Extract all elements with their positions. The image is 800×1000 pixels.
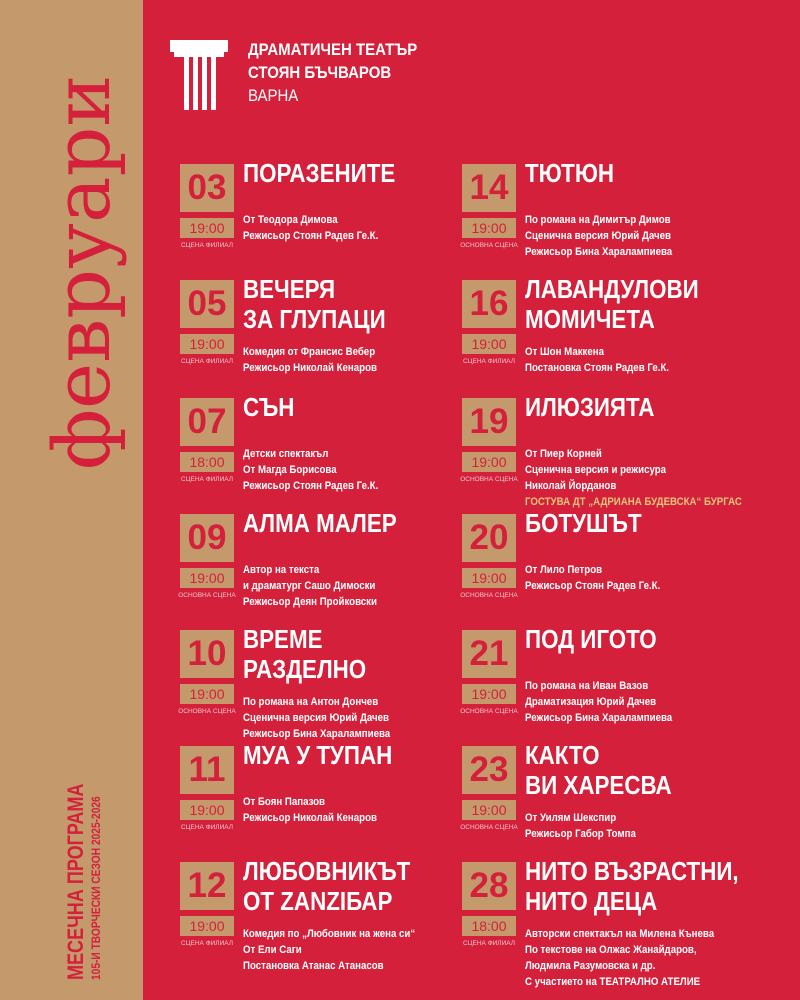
event-card <box>460 158 752 274</box>
event-details <box>525 926 714 990</box>
event-details <box>525 562 660 594</box>
event-title <box>525 158 731 188</box>
event-detail-line: Детски спектакъл <box>243 448 329 460</box>
event-title-line: ЛАВАНДУЛОВИ <box>525 274 699 304</box>
event-date: 16 <box>462 280 516 328</box>
event-venue: СЦЕНА ФИЛИАЛ <box>181 242 233 249</box>
event-time: 19:00 <box>180 684 234 704</box>
event-detail-line: По романа на Иван Вазов <box>525 680 649 692</box>
theatre-name <box>248 38 440 107</box>
event-detail-line: Комедия от Франсис Вебер <box>243 346 376 358</box>
event-time: 18:00 <box>462 916 516 936</box>
event-title-line: ПОРАЗЕНИТЕ <box>243 158 396 188</box>
event-title-line: ТЮТЮН <box>525 158 615 188</box>
event-venue: СЦЕНА ФИЛИАЛ <box>181 824 233 831</box>
event-card <box>180 740 470 856</box>
event-date: 10 <box>180 630 234 678</box>
event-detail-line: Режисьор Бина Харалампиева <box>243 728 391 740</box>
event-detail-line: Режисьор Стоян Радев Ге.К. <box>243 480 379 492</box>
event-title-line: ВИ ХАРЕСВА <box>525 770 672 800</box>
event-details <box>525 678 672 726</box>
event-title <box>243 158 449 188</box>
event-detail-line: От Пиер Корней <box>525 448 602 460</box>
event-title-line: БОТУШЪТ <box>525 508 642 538</box>
event-title <box>525 624 731 654</box>
event-details <box>243 562 377 610</box>
event-date: 07 <box>180 398 234 446</box>
event-time: 19:00 <box>180 334 234 354</box>
event-card <box>180 274 470 390</box>
event-details <box>525 344 669 376</box>
event-venue: ОСНОВНА СЦЕНА <box>178 592 236 599</box>
event-detail-line: Драматизация Юрий Дачев <box>525 696 657 708</box>
event-details <box>525 212 672 260</box>
event-title-line: СЪН <box>243 392 295 422</box>
theatre-city: ВАРНА <box>248 86 299 105</box>
event-detail-line: Режисьор Николай Кенаров <box>243 362 377 374</box>
event-title-line: АЛМА МАЛЕР <box>243 508 397 538</box>
event-title <box>243 274 449 334</box>
event-detail-line: Режисьор Стоян Радев Ге.К. <box>525 580 661 592</box>
event-detail-line: Автор на текста <box>243 564 320 576</box>
event-venue: СЦЕНА ФИЛИАЛ <box>181 358 233 365</box>
event-details <box>243 926 415 974</box>
event-card <box>178 624 470 740</box>
event-title <box>243 624 449 684</box>
event-title-line: ВРЕМЕ <box>243 624 323 654</box>
event-time: 19:00 <box>180 568 234 588</box>
event-title-line: ОТ ZANZIБАР <box>243 886 393 916</box>
event-card <box>462 856 752 988</box>
event-venue: ОСНОВНА СЦЕНА <box>460 824 518 831</box>
event-card <box>180 392 470 508</box>
sidebar <box>0 0 143 1000</box>
event-date: 12 <box>180 862 234 910</box>
season-label: 105-И ТВОРЧЕСКИ СЕЗОН 2025-2026 <box>89 796 103 980</box>
event-detail-line: С участието на ТЕАТРАЛНО АТЕЛИЕ <box>525 976 701 988</box>
event-details <box>243 794 377 826</box>
event-time: 19:00 <box>462 800 516 820</box>
event-detail-line: Комедия по „Любовник на жена си“ <box>243 928 416 940</box>
event-time: 19:00 <box>180 916 234 936</box>
event-detail-line: Людмила Разумовска и др. <box>525 960 656 972</box>
event-date: 03 <box>180 164 234 212</box>
event-title-line: ЛЮБОВНИКЪТ <box>243 856 411 886</box>
event-time: 19:00 <box>462 684 516 704</box>
event-date: 19 <box>462 398 516 446</box>
event-detail-line: От Боян Папазов <box>243 796 326 808</box>
event-title <box>525 856 739 916</box>
event-details <box>525 446 742 510</box>
event-details <box>243 446 378 494</box>
event-time: 19:00 <box>180 218 234 238</box>
event-date: 20 <box>462 514 516 562</box>
event-detail-line: От Теодора Димова <box>243 214 338 226</box>
theatre-logo-icon <box>170 40 228 110</box>
event-title-line: МОМИЧЕТА <box>525 304 655 334</box>
theatre-name-line1: ДРАМАТИЧЕН ТЕАТЪР <box>248 40 418 59</box>
event-details <box>525 810 636 842</box>
event-time: 19:00 <box>462 568 516 588</box>
event-title <box>243 856 449 916</box>
event-time: 18:00 <box>180 452 234 472</box>
event-detail-line: Режисьор Габор Томпа <box>525 828 636 840</box>
event-card <box>178 508 470 624</box>
event-detail-line: Сценична версия Юрий Дачев <box>525 230 671 242</box>
event-detail-line: От Шон Маккена <box>525 346 605 358</box>
event-title-line: МУА У ТУПАН <box>243 740 393 770</box>
event-detail-line: По романа на Димитър Димов <box>525 214 671 226</box>
event-title <box>525 274 731 334</box>
event-title-line: НИТО ВЪЗРАСТНИ, <box>525 856 739 886</box>
event-detail-line: От Магда Борисова <box>243 464 337 476</box>
event-title-line: ЗА ГЛУПАЦИ <box>243 304 386 334</box>
event-detail-line: По текстове на Олжас Жанайдаров, <box>525 944 697 956</box>
event-card <box>460 508 752 624</box>
event-detail-line: От Лило Петров <box>525 564 603 576</box>
event-time: 19:00 <box>462 334 516 354</box>
event-title-line: ВЕЧЕРЯ <box>243 274 336 304</box>
month-title: февруари <box>38 74 128 470</box>
event-title <box>243 392 449 422</box>
event-detail-line: Сценична версия Юрий Дачев <box>243 712 389 724</box>
event-title-line: КАКТО <box>525 740 600 770</box>
program-label <box>64 740 104 980</box>
event-venue: ОСНОВНА СЦЕНА <box>460 476 518 483</box>
event-time: 19:00 <box>180 800 234 820</box>
event-details <box>243 344 377 376</box>
event-venue: СЦЕНА ФИЛИАЛ <box>181 940 233 947</box>
event-guest-note: ГОСТУВА ДТ „АДРИАНА БУДЕВСКА“ БУРГАС <box>525 496 742 508</box>
event-detail-line: Режисьор Бина Харалампиева <box>525 712 673 724</box>
event-detail-line: Постановка Атанас Атанасов <box>243 960 384 972</box>
event-card <box>462 274 752 390</box>
event-venue: ОСНОВНА СЦЕНА <box>460 242 518 249</box>
event-detail-line: Постановка Стоян Радев Ге.К. <box>525 362 670 374</box>
event-date: 14 <box>462 164 516 212</box>
event-title <box>243 740 449 770</box>
event-venue: ОСНОВНА СЦЕНА <box>460 708 518 715</box>
event-title <box>525 392 731 422</box>
event-date: 21 <box>462 630 516 678</box>
event-time: 19:00 <box>462 218 516 238</box>
event-title <box>525 508 731 538</box>
event-detail-line: Режисьор Бина Харалампиева <box>525 246 673 258</box>
theatre-name-line2: СТОЯН БЪЧВАРОВ <box>248 63 392 82</box>
event-card <box>460 740 752 856</box>
event-details <box>243 212 378 244</box>
event-detail-line: От Уилям Шекспир <box>525 812 617 824</box>
event-venue: СЦЕНА ФИЛИАЛ <box>463 940 515 947</box>
event-date: 09 <box>180 514 234 562</box>
event-detail-line: Сценична версия и режисура <box>525 464 667 476</box>
event-detail-line: Режисьор Стоян Радев Ге.К. <box>243 230 379 242</box>
event-card <box>460 624 752 740</box>
event-detail-line: и драматург Сашо Димоски <box>243 580 376 592</box>
event-card <box>180 856 470 972</box>
event-detail-line: По романа на Антон Дончев <box>243 696 379 708</box>
program-title: МЕСЕЧНА ПРОГРАМА <box>63 783 88 980</box>
event-date: 23 <box>462 746 516 794</box>
event-details <box>243 694 390 742</box>
event-time: 19:00 <box>462 452 516 472</box>
event-detail-line: Режисьор Деян Пройковски <box>243 596 377 608</box>
event-venue: ОСНОВНА СЦЕНА <box>460 592 518 599</box>
event-title <box>243 508 449 538</box>
event-date: 05 <box>180 280 234 328</box>
event-detail-line: Николай Йорданов <box>525 480 617 492</box>
event-venue: СЦЕНА ФИЛИАЛ <box>181 476 233 483</box>
event-title-line: НИТО ДЕЦА <box>525 886 658 916</box>
event-title <box>525 740 731 800</box>
event-title-line: ПОД ИГОТО <box>525 624 657 654</box>
event-detail-line: Режисьор Николай Кенаров <box>243 812 377 824</box>
event-venue: СЦЕНА ФИЛИАЛ <box>463 358 515 365</box>
event-date: 11 <box>180 746 234 794</box>
event-card <box>180 158 470 274</box>
event-title-line: РАЗДЕЛНО <box>243 654 367 684</box>
event-detail-line: Авторски спектакъл на Милена Кънева <box>525 928 715 940</box>
event-card <box>460 392 752 508</box>
event-title-line: ИЛЮЗИЯТА <box>525 392 655 422</box>
event-date: 28 <box>462 862 516 910</box>
event-detail-line: От Ели Саги <box>243 944 302 956</box>
event-venue: ОСНОВНА СЦЕНА <box>178 708 236 715</box>
